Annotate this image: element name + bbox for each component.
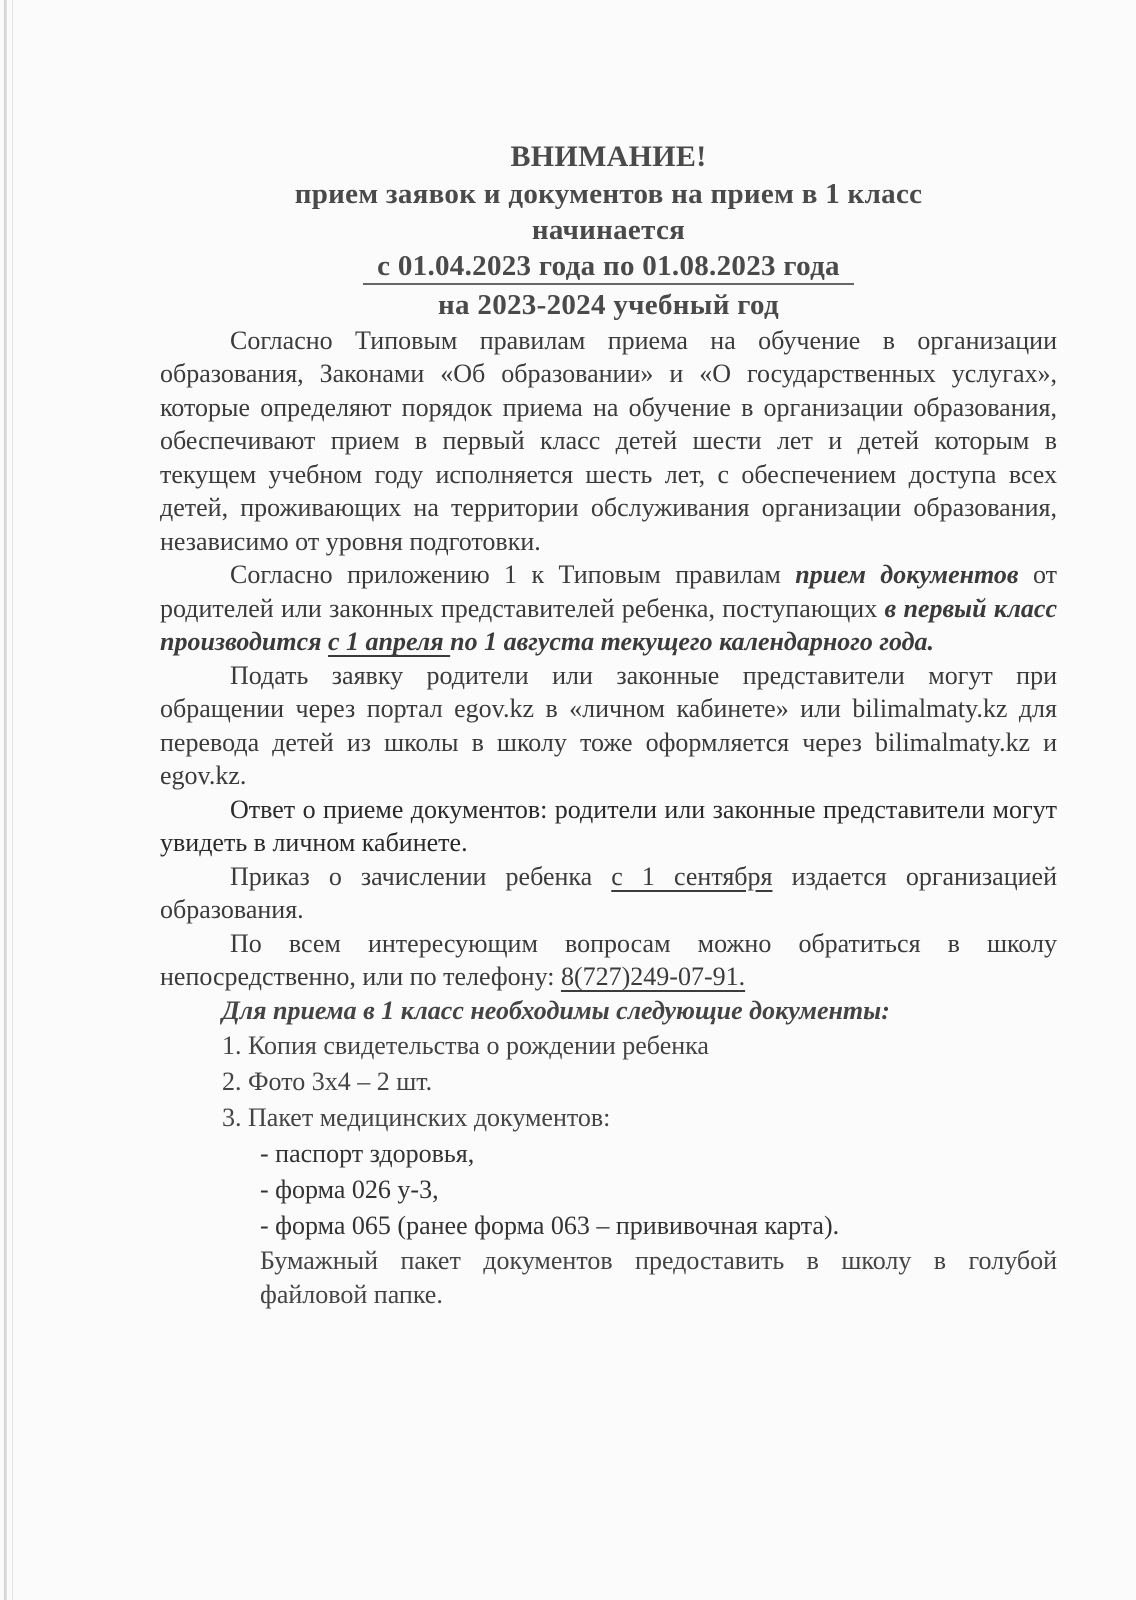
closing-note: Бумажный пакет документов предоставить в школу в голубой файловой папке. [260,1245,1057,1309]
notice-document [160,138,1057,1312]
paragraph-appendix-emphasis-2: в первый класс производится [160,593,1057,657]
medical-doc-item: - паспорт здоровья, [260,1138,475,1168]
required-doc-item: 1. Копия свидетельства о рождении ребенка [222,1030,709,1060]
heading-school-year: на 2023-2024 учебный год [438,289,779,322]
paragraph-order-text-2: издается организацией образования. [160,861,1057,925]
paragraph-appendix [160,558,1057,659]
paragraph-rules: Согласно Типовым правилам приема на обучение в организации образования, Законами «Об образовании» и «О государственных услугах», которые определяют порядок приема на обучение в организации образования, обеспечивают прием в первый класс детей шести лет и детей которым в текущем учебном году исполняется шесть лет, с обеспечением доступа всех детей, проживающих на территории обслуживания организации образования, независимо от уровня подготовки. [160,325,1057,556]
paragraph-order [160,860,1057,927]
medical-doc-item: - форма 026 у-3, [260,1174,439,1204]
paragraph-contact-text: По всем интересующим вопросам можно обратиться в школу непосредственно, или по телефону: [160,928,1057,992]
phone-number: 8(727)249-07-91. [560,962,746,992]
heading-dates: с 01.04.2023 года по 01.08.2023 года [363,250,854,285]
paragraph-contact [160,927,1057,994]
paragraph-order-date: с 1 сентября [611,861,773,891]
required-docs-heading: Для приема в 1 класс необходимы следующие документы: [222,995,890,1025]
medical-docs-list [160,1136,1057,1244]
page-edge-shadow [4,0,7,1600]
paragraph-appendix-emphasis-1: прием документов [795,560,1019,590]
required-doc-item: 3. Пакет медицинских документов: [222,1102,611,1132]
paragraph-response: Ответ о приеме документов: родители или законные представители могут увидеть в личном кабинете. [160,794,1057,858]
page-edge-line [12,0,13,1600]
heading-title: ВНИМАНИЕ! [510,140,707,173]
paragraph-appendix-start-date: с 1 апреля [328,627,451,657]
paragraph-application: Подать заявку родители или законные представители могут при обращении через портал egov.kz в «личном кабинете» или bilimalmaty.kz для перевода детей из школы в школу тоже оформляется через bilimalmaty.kz и egov.kz. [160,660,1057,791]
paragraph-order-text-1: Приказ о зачислении ребенка [230,861,612,891]
paragraph-appendix-text-1: Согласно приложению 1 к Типовым правилам [230,560,796,590]
heading-line-2: начинается [531,213,686,246]
required-doc-item: 2. Фото 3х4 – 2 шт. [222,1066,433,1096]
required-docs-list [160,1028,1057,1136]
notice-heading [160,138,1057,324]
paragraph-appendix-emphasis-3: по 1 августа текущего календарного года. [450,627,934,657]
medical-doc-item: - форма 065 (ранее форма 063 – прививочная карта). [260,1210,840,1240]
heading-line-1: прием заявок и документов на прием в 1 класс [294,177,923,210]
paragraph-appendix-text-2: от родителей или законных представителей ребенка, поступающих [160,560,1057,623]
